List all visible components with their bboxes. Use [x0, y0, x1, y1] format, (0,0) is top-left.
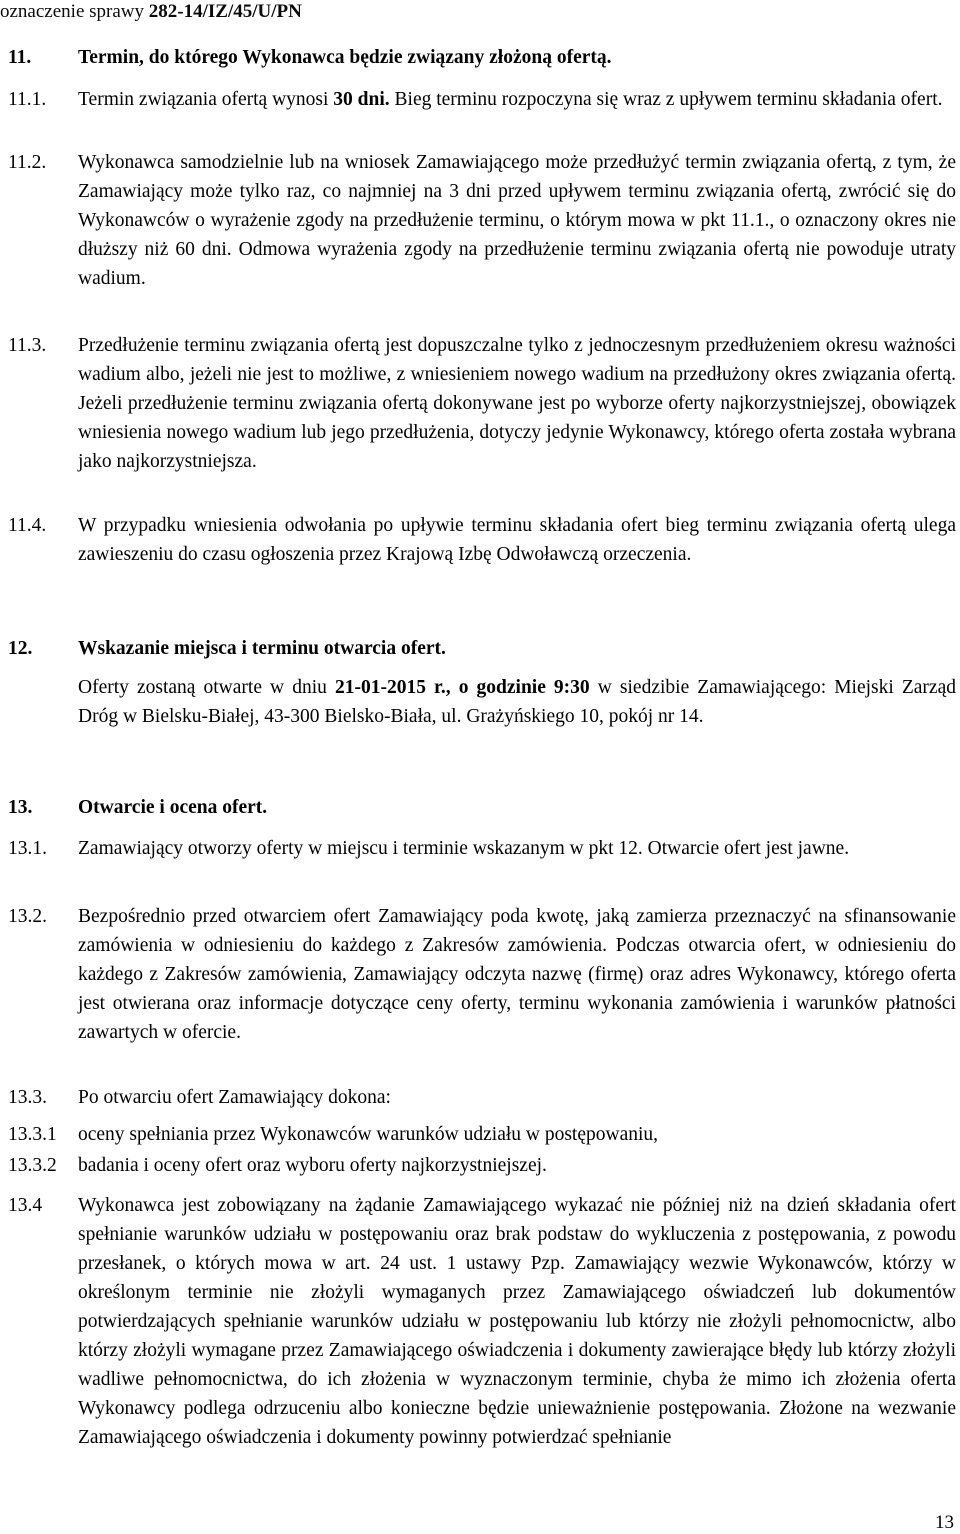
- text-run: Bieg terminu rozpoczyna się wraz z upływem terminu składania ofert.: [389, 89, 943, 110]
- case-reference-header: [0, 0, 960, 24]
- case-label: oznaczenie sprawy: [0, 1, 149, 22]
- section-text: Wykonawca samodzielnie lub na wniosek Zamawiającego może przedłużyć termin związania ofertą, z tym, że Zamawiający może tylko raz, co najmniej na 3 dni przed upływem terminu związania ofertą, zwrócić się do Wykonawców o wyrażenie zgody na przedłużenie terminu, o którym mowa w pkt 11.1., o oznaczony okres nie dłuższy niż 60 dni. Odmowa wyrażenia zgody na przedłużenie terminu związania ofertą nie powoduje utraty wadium.: [78, 152, 956, 289]
- section-text: Zamawiający otworzy oferty w miejscu i terminie wskazanym w pkt 12. Otwarcie ofert jest jawne.: [78, 838, 850, 859]
- section-number: 11.: [8, 47, 32, 68]
- section-13-4: [8, 1191, 956, 1452]
- bold-text-run: 30 dni.: [333, 89, 390, 110]
- section-11-1: [8, 85, 956, 114]
- section-11-3: [8, 331, 956, 476]
- section-heading-text: Otwarcie i ocena ofert.: [78, 797, 268, 818]
- section-13-2: [8, 902, 956, 1047]
- section-number: 13.3.1: [8, 1124, 57, 1145]
- section-11-4: [8, 511, 956, 569]
- section-13-heading: [8, 793, 956, 822]
- bold-text-run: 21-01-2015 r., o godzinie 9:30: [334, 677, 590, 698]
- section-heading-text: Wskazanie miejsca i terminu otwarcia ofert.: [78, 638, 446, 659]
- text-run: Oferty zostaną otwarte w dniu: [78, 677, 335, 698]
- section-13-1: [8, 834, 956, 863]
- section-number: 13.1.: [8, 838, 47, 859]
- text-run: w siedzibie Zamawiającego: Miejski Zarząd Dróg w Bielsku-Białej, 43-300 Bielsko-Biała, ul. Grażyńskiego 10, pokój nr 14.: [78, 677, 956, 727]
- section-12-body: [8, 673, 956, 731]
- section-text: badania i oceny ofert oraz wyboru oferty najkorzystniejszej.: [78, 1155, 547, 1176]
- section-number: 12.: [8, 638, 33, 659]
- section-heading-text: Termin, do którego Wykonawca będzie związany złożoną ofertą.: [78, 47, 612, 68]
- page-number: 13: [935, 1512, 954, 1533]
- section-11-2: [8, 148, 956, 293]
- section-13-3: [8, 1083, 956, 1112]
- section-text: W przypadku wniesienia odwołania po upływie terminu składania ofert bieg terminu związania ofertą ulega zawieszeniu do czasu ogłoszenia przez Krajową Izbę Odwoławczą orzeczenia.: [78, 515, 956, 565]
- section-text: [78, 85, 956, 114]
- section-13-3-2: [8, 1151, 956, 1180]
- section-11-heading: [8, 43, 956, 72]
- section-text: Bezpośrednio przed otwarciem ofert Zamawiający poda kwotę, jaką zamierza przeznaczyć na sfinansowanie zamówienia w odniesieniu do każdego z Zakresów zamówienia. Podczas otwarcia ofert, w odniesieniu do każdego z Zakresów zamówienia, Zamawiający odczyta nazwę (firmę) oraz adres Wykonawcy, którego oferta jest otwierana oraz informacje dotyczące ceny oferty, terminu wykonania zamówienia i warunków płatności zawartych w ofercie.: [78, 906, 956, 1043]
- case-number: 282-14/IZ/45/U/PN: [148, 1, 302, 22]
- section-number: 13.4: [8, 1195, 43, 1216]
- section-12-heading: [8, 634, 956, 663]
- section-number: 11.1.: [8, 89, 47, 110]
- section-13-3-1: [8, 1120, 956, 1149]
- section-text: Przedłużenie terminu związania ofertą jest dopuszczalne tylko z jednoczesnym przedłużeniem okresu ważności wadium albo, jeżeli nie jest to możliwe, z wniesieniem nowego wadium na przedłużony okres związania ofertą. Jeżeli przedłużenie terminu związania ofertą dokonywane jest po wyborze oferty najkorzystniejszej, obowiązek wniesienia nowego wadium lub jego przedłużenia, dotyczy jedynie Wykonawcy, którego oferta została wybrana jako najkorzystniejsza.: [78, 335, 956, 472]
- section-number: 13.2.: [8, 906, 47, 927]
- section-text: oceny spełniania przez Wykonawców warunków udziału w postępowaniu,: [78, 1124, 659, 1145]
- section-text: [78, 673, 956, 731]
- section-number: 13.: [8, 797, 33, 818]
- section-text: Po otwarciu ofert Zamawiający dokona:: [78, 1087, 391, 1108]
- text-run: Termin związania ofertą wynosi: [78, 89, 334, 110]
- section-number: 11.2.: [8, 152, 47, 173]
- section-number: 13.3.: [8, 1087, 47, 1108]
- section-text: Wykonawca jest zobowiązany na żądanie Zamawiającego wykazać nie później niż na dzień składania ofert spełnianie warunków udziału w postępowaniu oraz brak podstaw do wykluczenia z postępowania, z powodu przesłanek, o których mowa w art. 24 ust. 1 ustawy Pzp. Zamawiający wezwie Wykonawców, którzy w określonym terminie nie złożyli wymaganych przez Zamawiającego oświadczeń lub dokumentów potwierdzających spełnianie warunków udziału w postępowaniu lub którzy nie złożyli pełnomocnictw, albo którzy złożyli wymagane przez Zamawiającego oświadczenia i dokumenty zawierające błędy lub którzy złożyli wadliwe pełnomocnictwa, do ich złożenia w wyznaczonym terminie, chyba że mimo ich złożenia oferta Wykonawcy podlega odrzuceniu albo konieczne będzie unieważnienie postępowania. Złożone na wezwanie Zamawiającego oświadczenia i dokumenty powinny potwierdzać spełnianie: [78, 1195, 956, 1448]
- section-number: 11.3.: [8, 335, 47, 356]
- section-number: 11.4.: [8, 515, 47, 536]
- section-number: 13.3.2: [8, 1155, 57, 1176]
